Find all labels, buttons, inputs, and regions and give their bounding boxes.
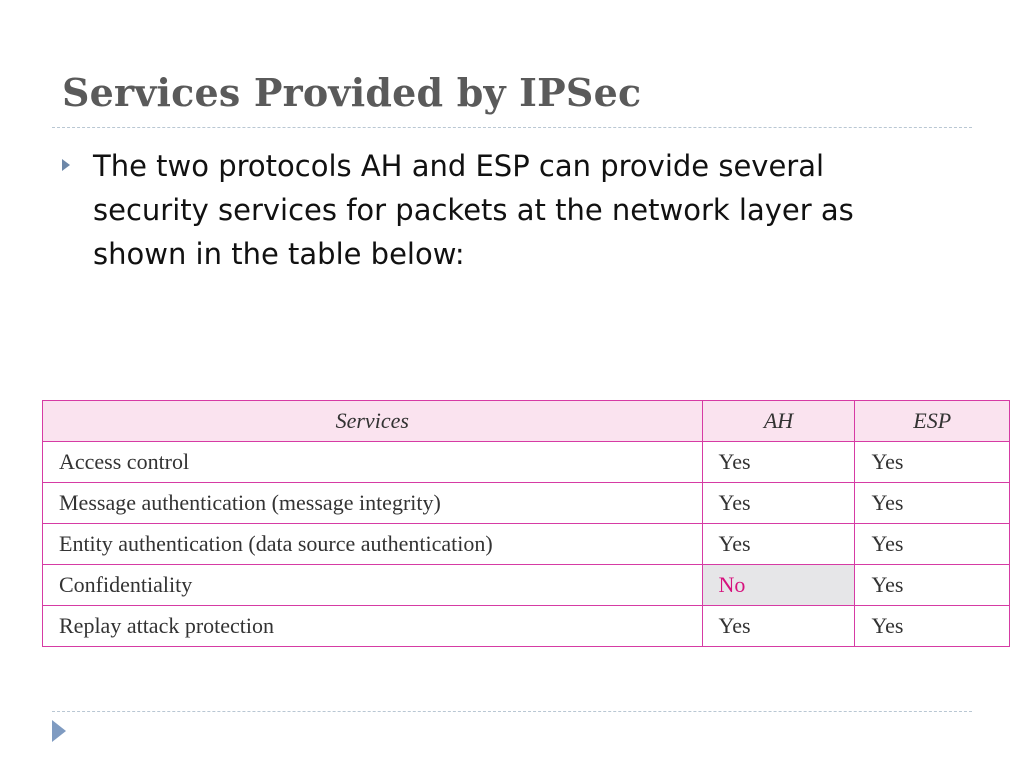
ah-cell: Yes (702, 524, 855, 565)
table-row (43, 483, 1010, 524)
esp-cell: Yes (855, 483, 1010, 524)
table-row (43, 524, 1010, 565)
footer-divider (52, 711, 972, 712)
ah-cell-highlighted: No (702, 565, 855, 606)
table-row (43, 565, 1010, 606)
bullet-item (62, 144, 922, 276)
esp-cell: Yes (855, 606, 1010, 647)
bullet-text: The two protocols AH and ESP can provide several security services for packets at the network layer as shown in the table below: (93, 149, 854, 271)
header-services: Services (43, 401, 703, 442)
ah-cell: Yes (702, 483, 855, 524)
service-cell: Replay attack protection (43, 606, 703, 647)
header-esp: ESP (855, 401, 1010, 442)
table-row (43, 606, 1010, 647)
slide-title: Services Provided by IPSec (62, 70, 642, 115)
ah-cell: Yes (702, 442, 855, 483)
esp-cell: Yes (855, 442, 1010, 483)
ah-cell: Yes (702, 606, 855, 647)
esp-cell: Yes (855, 565, 1010, 606)
service-cell: Confidentiality (43, 565, 703, 606)
table-header-row (43, 401, 1010, 442)
title-divider (52, 127, 972, 128)
services-table (42, 400, 1010, 647)
esp-cell: Yes (855, 524, 1010, 565)
next-slide-arrow-icon[interactable] (52, 720, 66, 742)
header-ah: AH (702, 401, 855, 442)
table-row (43, 442, 1010, 483)
triangle-right-icon (62, 159, 70, 171)
service-cell: Message authentication (message integrity) (43, 483, 703, 524)
service-cell: Access control (43, 442, 703, 483)
service-cell: Entity authentication (data source authentication) (43, 524, 703, 565)
